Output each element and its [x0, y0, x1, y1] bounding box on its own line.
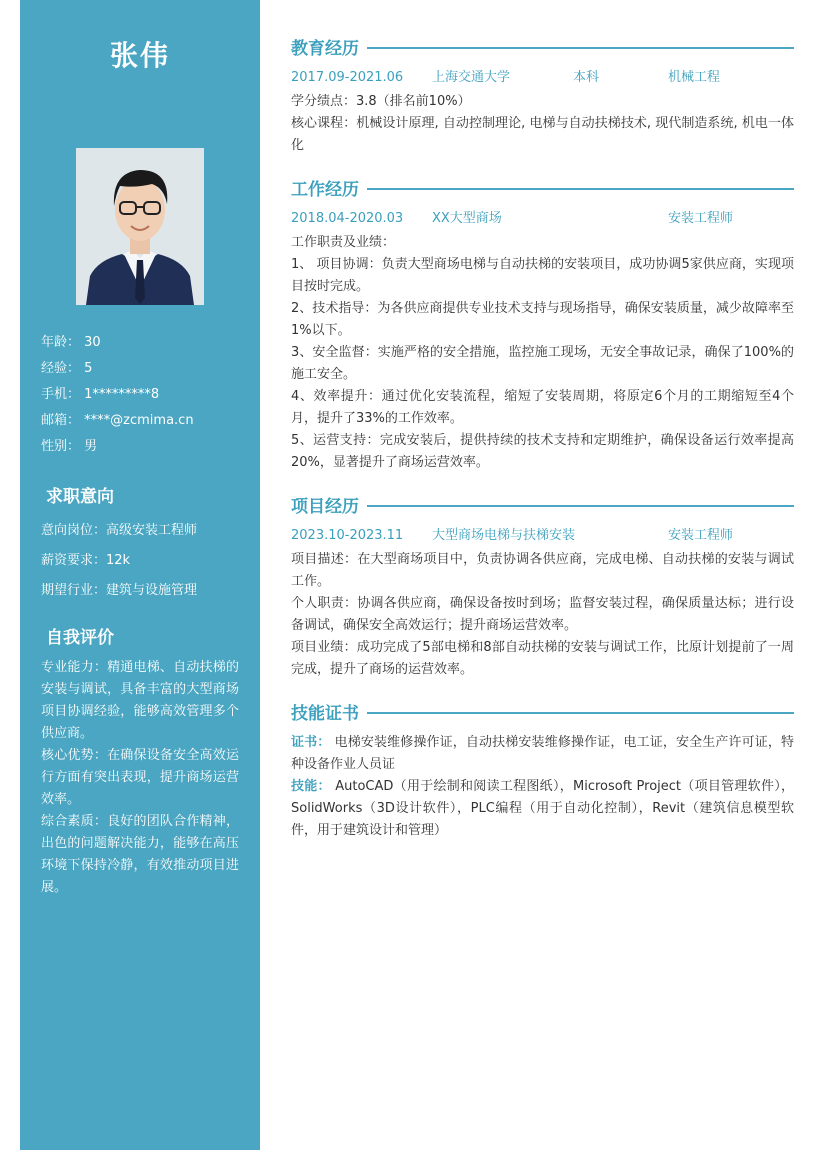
project-subheader: [291, 526, 794, 546]
section-divider: [367, 505, 794, 507]
sidebar: [20, 0, 260, 1150]
project-line: 项目业绩：成功完成了5部电梯和8部自动扶梯的安装与调试工作，比原计划提前了一周完成，提升了商场的运营效率。: [291, 640, 794, 677]
info-experience: 经验： 5: [41, 361, 93, 376]
work-body: [291, 232, 794, 474]
basic-info: [41, 333, 194, 463]
project-role: 安装工程师: [668, 528, 734, 543]
info-email: 邮箱： ****@zcmima.cn: [41, 413, 194, 428]
work-line: 2、技术指导：为各供应商提供专业技术支持与现场指导，确保安装质量，减少故障率至1%以下。: [291, 301, 794, 338]
cert-line: [291, 732, 794, 776]
work-line: 工作职责及业绩：: [291, 235, 396, 250]
self-eval-paragraph: 综合素质：良好的团队合作精神，出色的问题解决能力，能够在高压环境下保持冷静，有效推动项目进展。: [41, 814, 239, 895]
skill-label: 技能：: [291, 779, 331, 794]
work-period: 2018.04-2020.03: [291, 211, 404, 226]
section-divider: [367, 188, 794, 190]
intent-title: 求职意向: [46, 487, 114, 507]
cert-label: 证书：: [291, 735, 331, 750]
project-header: [291, 492, 794, 516]
education-line: 核心课程：机械设计原理, 自动控制理论, 电梯与自动扶梯技术, 现代制造系统, 机电一体化: [291, 116, 794, 153]
candidate-name: 张伟: [109, 39, 170, 72]
education-line: 学分绩点：3.8（排名前10%）: [291, 94, 471, 109]
education-subheader: [291, 68, 794, 88]
work-role: 安装工程师: [668, 211, 734, 226]
intent-industry: 期望行业：建筑与设施管理: [41, 583, 198, 598]
work-line: 4、效率提升：通过优化安装流程，缩短了安装周期，将原定6个月的工期缩短至4个月，提升了33%的工作效率。: [291, 389, 794, 426]
skill-text: AutoCAD（用于绘制和阅读工程图纸），Microsoft Project（项目管理软件），SolidWorks（3D设计软件），PLC编程（用于自动化控制），Revit（建筑信息模型软件，用于建筑设计和管理）: [291, 779, 794, 838]
skills-body: [291, 732, 794, 842]
education-school: 上海交通大学: [432, 70, 511, 85]
education-major: 机械工程: [668, 70, 721, 85]
education-body: [291, 91, 794, 157]
self-eval-paragraph: 专业能力：精通电梯、自动扶梯的安装与调试，具备丰富的大型商场项目协调经验，能够高效管理多个供应商。: [41, 660, 239, 741]
info-age: 年龄： 30: [41, 335, 101, 350]
self-eval-paragraph: 核心优势：在确保设备安全高效运行方面有突出表现，提升商场运营效率。: [41, 748, 239, 807]
profile-photo: [76, 148, 204, 305]
intent-salary: 薪资要求：12k: [41, 553, 131, 568]
project-title: 项目经历: [291, 496, 359, 517]
self-eval-title: 自我评价: [46, 628, 114, 648]
education-period: 2017.09-2021.06: [291, 70, 404, 85]
intent-list: [41, 520, 197, 610]
project-body: [291, 549, 794, 681]
intent-position: 意向岗位：高级安装工程师: [41, 523, 198, 538]
work-line: 5、运营支持：完成安装后，提供持续的技术支持和定期维护，确保设备运行效率提高20%，显著提升了商场运营效率。: [291, 433, 794, 470]
project-name: 大型商场电梯与扶梯安装: [432, 528, 576, 543]
project-line: 项目描述：在大型商场项目中，负责协调各供应商，完成电梯、自动扶梯的安装与调试工作。: [291, 552, 794, 589]
work-line: 3、安全监督：实施严格的安全措施，监控施工现场，无安全事故记录，确保了100%的施工安全。: [291, 345, 794, 382]
skills-header: [291, 699, 794, 723]
section-divider: [367, 47, 794, 49]
work-subheader: [291, 209, 794, 229]
education-title: 教育经历: [291, 38, 359, 59]
project-line: 个人职责：协调各供应商，确保设备按时到场；监督安装过程，确保质量达标；进行设备调试，确保安全高效运行；提升商场运营效率。: [291, 596, 794, 633]
info-gender: 性别： 男: [41, 439, 98, 454]
education-header: [291, 34, 794, 58]
self-eval-text: [41, 657, 239, 899]
cert-text: 电梯安装维修操作证，自动扶梯安装维修操作证，电工证，安全生产许可证，特种设备作业人员证: [291, 735, 794, 772]
skill-line: [291, 776, 794, 842]
work-title: 工作经历: [291, 179, 359, 200]
skills-title: 技能证书: [291, 703, 359, 724]
avatar-icon: [76, 148, 204, 305]
info-phone: 手机： 1*********8: [41, 387, 160, 402]
work-company: XX大型商场: [432, 211, 502, 226]
project-period: 2023.10-2023.11: [291, 528, 404, 543]
work-line: 1、 项目协调：负责大型商场电梯与自动扶梯的安装项目，成功协调5家供应商，实现项目按时完成。: [291, 257, 794, 294]
education-degree: 本科: [573, 70, 600, 85]
work-header: [291, 175, 794, 199]
section-divider: [367, 712, 794, 714]
